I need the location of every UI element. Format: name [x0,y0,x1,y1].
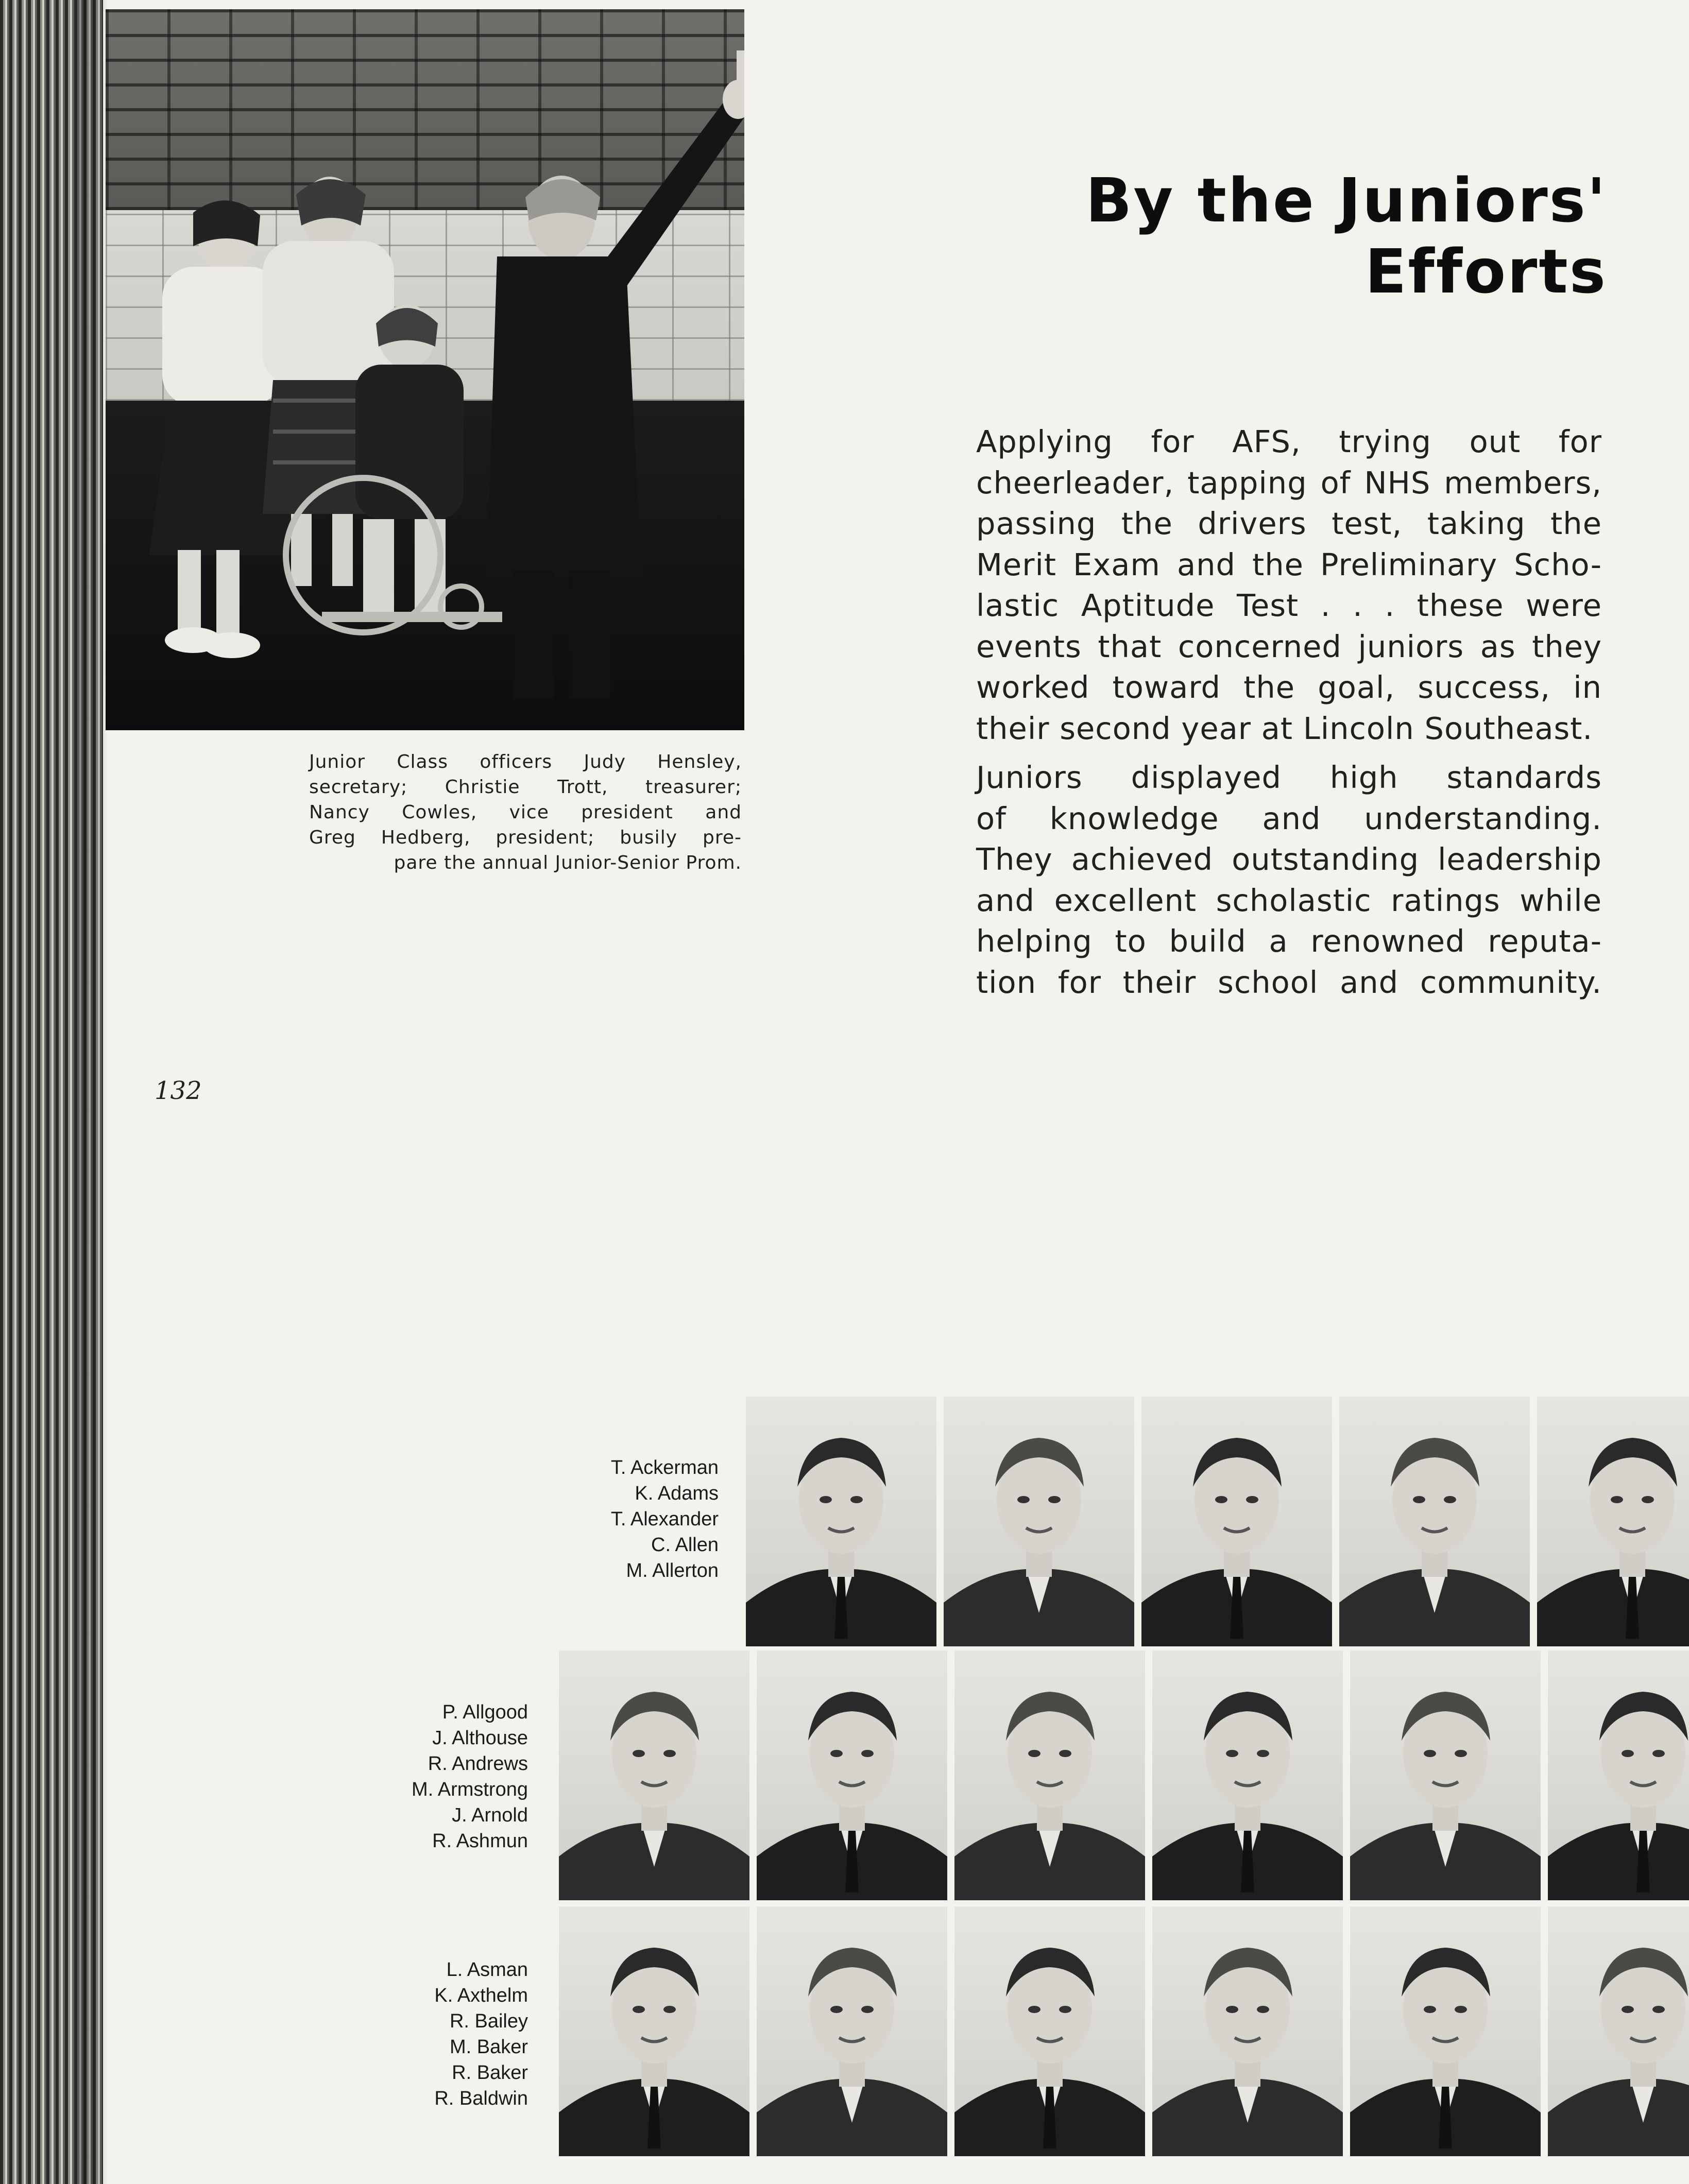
student-portrait [1537,1397,1689,1646]
student-name: T. Alexander [610,1508,719,1530]
body-line: and excellent scholastic ratings while [976,882,1602,918]
student-name: J. Arnold [452,1804,528,1826]
officers-figures [106,9,744,730]
student-name: P. Allgood [442,1701,528,1723]
caption-line: Junior Class officers Judy Hensley, [309,751,742,772]
student-name: T. Ackerman [610,1457,719,1478]
student-portrait [746,1397,936,1646]
student-portrait [757,1650,947,1900]
body-paragraph-1 [976,421,1602,749]
body-line: cheerleader, tapping of NHS members, [976,465,1602,501]
caption-line: Nancy Cowles, vice president and [309,802,742,823]
page-number: 132 [155,1076,202,1105]
body-line: of knowledge and understanding. [976,800,1602,836]
photo-caption [309,749,742,875]
caption-line: secretary; Christie Trott, treasurer; [309,777,742,798]
student-portrait [1350,1906,1541,2156]
student-portrait [954,1650,1145,1900]
body-line: events that concerned juniors as they [976,628,1602,664]
student-name: R. Bailey [449,2010,528,2032]
student-name: R. Andrews [428,1753,528,1775]
body-line: passing the drivers test, taking the [976,506,1602,541]
student-portrait [1339,1397,1530,1646]
student-portrait [757,1906,947,2156]
student-name: M. Baker [449,2036,528,2058]
body-line: Applying for AFS, trying out for [976,424,1602,459]
page-headline: By the Juniors' Efforts [1085,165,1607,307]
caption-line: Greg Hedberg, president; busily pre- [309,827,742,848]
class-officers-photo [106,9,744,730]
student-portrait [559,1650,749,1900]
student-name: M. Armstrong [412,1779,528,1800]
student-name: L. Asman [446,1959,528,1981]
body-line: helping to build a renowned reputa- [976,923,1602,959]
student-portrait [944,1397,1134,1646]
portrait-row-3-names [301,1957,528,2111]
student-portrait [1548,1906,1689,2156]
student-portrait [1152,1650,1343,1900]
body-line: tion for their school and community. [976,964,1602,1000]
student-portrait [559,1906,749,2156]
student-portrait [1548,1650,1689,1900]
student-name: K. Axthelm [434,1985,528,2006]
student-name: K. Adams [635,1483,719,1504]
portrait-row-2-names [301,1699,528,1854]
body-line: lastic Aptitude Test . . . these were [976,588,1602,623]
page-gutter-shadow [77,0,108,2184]
student-name: R. Baker [452,2062,528,2084]
student-name: M. Allerton [626,1560,719,1581]
body-paragraph-2 [976,757,1602,1003]
caption-line: pare the annual Junior-Senior Prom. [394,852,742,873]
student-name: C. Allen [651,1534,719,1556]
body-line: Merit Exam and the Preliminary Scho- [976,546,1602,582]
body-line: their second year at Lincoln Southeast. [976,710,1593,746]
student-name: R. Baldwin [434,2088,528,2109]
body-line: worked toward the goal, success, in [976,669,1602,705]
student-portrait [954,1906,1145,2156]
student-portrait [1350,1650,1541,1900]
body-line: They achieved outstanding leadership [976,841,1602,877]
portrait-row-1-names [492,1455,719,1584]
student-name: R. Ashmun [432,1830,528,1852]
student-name: J. Althouse [432,1727,528,1749]
student-portrait [1152,1906,1343,2156]
body-line: Juniors displayed high standards [976,760,1602,795]
student-portrait [1141,1397,1332,1646]
